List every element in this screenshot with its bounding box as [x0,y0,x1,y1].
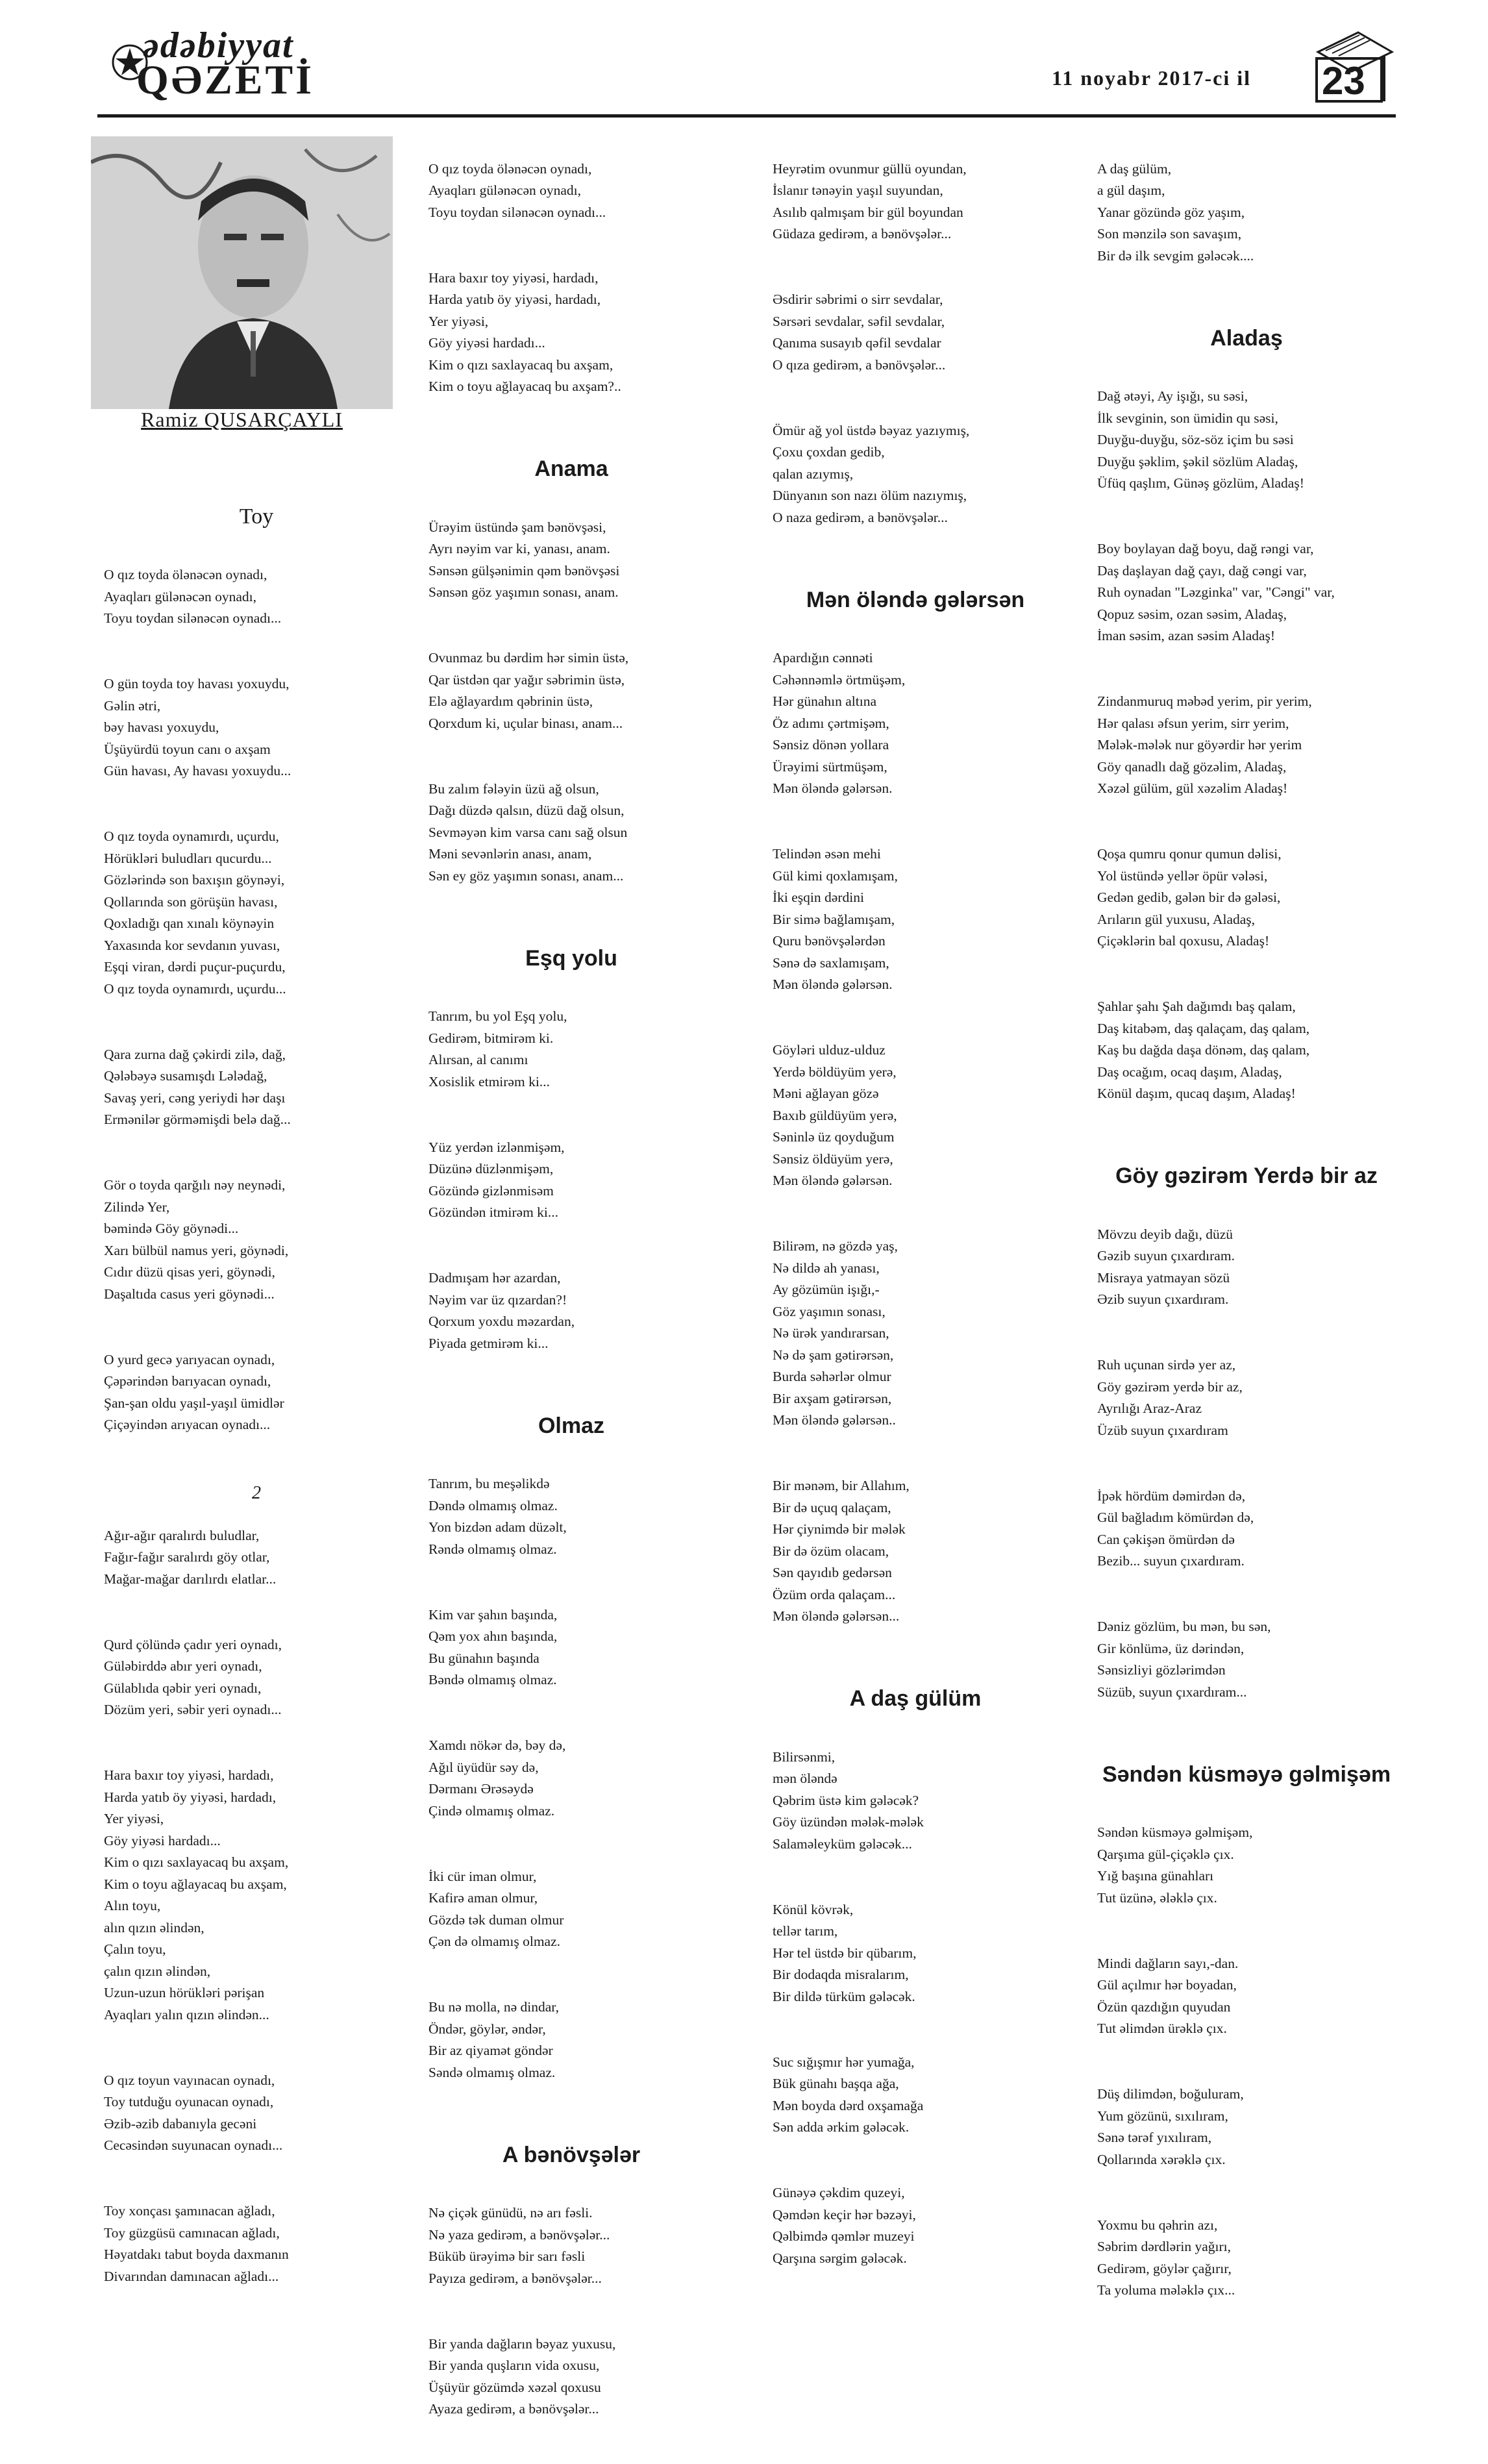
stanza: Zindanmuruq məbəd yerim, pir yerim, Hər qalası əfsun yerim, sirr yerim, Mələk-mələk nur göyərdir hər yerim Göy qanadlı dağ gözəlim, Aladaş, Xəzəl gülüm, gül xəzəlim Aladaş! [1097,693,1312,796]
stanza: O qız toyda oynamırdı, uçurdu, Hörükləri buludları qucurdu... Gözlərində son baxışın göynəyi, Qollarında son görüşün havası, Qoxladığı qan xınalı köynəyin Yaxasında kor sevdanın yuvası, Eşqi viran, dərdi puçur-puçurdu, O qız toyda oynamırdı, uçurdu... [104,828,286,997]
stanza: Ömür ağ yol üstdə bəyaz yazıymış, Çoxu çoxdan gedib, qalan azıymış, Dünyanın son nazı ölüm nazıymış, O naza gedirəm, a bənövşələr... [773,422,970,525]
stanza: Yoxmu bu qəhrin azı, Səbrim dərdlərin yağırı, Gedirəm, göylər çağırır, Ta yoluma mələklə çıx... [1097,2217,1235,2298]
column-4 [1097,136,1396,2345]
stanza: Günəyə çəkdim quzeyi, Qəmdən keçir hər bəzəyi, Qəlbimdə qəmlər muzeyi Qarşına sərgim gələcək. [773,2185,916,2266]
stanza: Kim var şahın başında, Qəm yox ahın başında, Bu günahın başında Bəndə olmamış olmaz. [428,1606,558,1687]
stanza: O yurd gecə yarıyacan oynadı, Çəpərindən barıyacan oynadı, Şan-şan oldu yaşıl-yaşıl ümidlər Çiçəyindən arıyacan oynadı... [104,1351,284,1432]
stanza: Bilirəm, nə gözdə yaş, Nə dildə ah yanası, Ay gözümün işığı,- Göz yaşımın sonası, Nə ürək yandırarsan, Nə də şam gətirərsən, Burda səhərlər olmur Bir axşam gətirərsən, Mən öləndə gələrsən.. [773,1238,898,1428]
column-1 [104,467,409,2332]
stanza: A daş gülüm, a gül daşım, Yanar gözündə göz yaşım, Son mənzilə son savaşım, Bir də ilk sevgim gələcək.... [1097,160,1254,264]
stanza: Dağ ətəyi, Ay işığı, su səsi, İlk sevginin, son ümidin qu səsi, Duyğu-duyğu, söz-söz içim bu səsi Duyğu şəklim, şəkil sözlüm Aladaş, Üfüq qaşlım, Günəş gözlüm, Aladaş! [1097,388,1304,491]
stanza: İki cür iman olmur, Kafirə aman olmur, Gözdə tək duman olmur Çən də olmamış olmaz. [428,1868,564,1949]
page-number-box [1313,26,1397,104]
stanza: Dəniz gözlüm, bu mən, bu sən, Gir könlümə, üz dərindən, Sənsizliyi gözlərimdən Süzüb, suyun çıxardıram... [1097,1619,1271,1700]
stanza: Bir yanda dağların bəyaz yuxusu, Bir yanda quşların vida oxusu, Üşüyür gözümdə xəzəl qoxusu Ayaza gedirəm, a bənövşələr... [428,2335,616,2417]
poem-title-goy-gezirem: Göy gəzirəm Yerdə bir az [1115,1164,1378,1188]
poem-title-olmaz: Olmaz [538,1413,605,1438]
stanza: Xamdı nökər də, bəy də, Ağıl üyüdür səy də, Dərmanı Ərəsəydə Çində olmamış olmaz. [428,1737,566,1819]
column-2 [428,136,714,2464]
masthead-rule [97,114,1396,118]
stanza: İpək hördüm dəmirdən də, Gül bağladım kömürdən də, Can çəkişən ömürdən də Bezib... suyun çıxardıram. [1097,1487,1254,1569]
stanza: Qurd çölündə çadır yeri oynadı, Güləbirddə abır yeri oynadı, Gülablıda qəbir yeri oynadı, Dözüm yeri, səbir yeri oynadı... [104,1636,282,1717]
stanza: Ağır-ağır qaralırdı buludlar, Fağır-fağır saralırdı göy otlar, Mağar-mağar darılırdı elatlar... [104,1527,277,1587]
stanza: Dadmışam hər azardan, Nəyim var üz qızardan?! Qorxum yoxdu məzardan, Piyada getmirəm ki... [428,1270,575,1351]
stanza: Şahlar şahı Şah dağımdı baş qalam, Daş kitabəm, daş qalaçam, daş qalam, Kaş bu dağda daşa dönəm, daş qalam, Daş ocağım, ocaq daşım, Aladaş, Könül daşım, qucaq daşım, Aladaş! [1097,999,1310,1101]
stanza: Qara zurna dağ çəkirdi zilə, dağ, Qələbəyə susamışdı Lələdağ, Savaş yeri, cəng yeriydi hər daşı Ermənilər görməmişdi belə dağ... [104,1046,291,1127]
logo-line1: ədəbiyyat [143,25,294,66]
stanza: Bu nə molla, nə dindar, Öndər, göylər, əndər, Bir az qiyamət göndər Səndə olmamış olmaz. [428,1999,559,2080]
stanza: Könül kövrək, tellər tarım, Hər tel üstdə bir qübarım, Bir dodaqda misralarım, Bir dildə türküm gələcək. [773,1901,917,2004]
stanza: O gün toyda toy havası yoxuydu, Gəlin ətri, bəy havası yoxuydu, Üşüyürdü toyun canı o axşam Gün havası, Ay havası yoxuydu... [104,676,291,778]
stanza: Mindi dağların sayı,-dan. Gül açılmır hər boyadan, Özün qazdığın quyudan Tut əlimdən ürəklə çıx. [1097,1955,1239,2036]
poem-title-a-benovseler: A bənövşələr [502,2142,641,2167]
stanza: Bilirsənmi, mən öləndə Qəbrim üstə kim gələcək? Göy üzündən mələk-mələk Salaməleyküm gələcək... [773,1748,924,1852]
stanza: Ovunmaz bu dərdim hər simin üstə, Qar üstdən qar yağır səbrimin üstə, Elə ağlayardım qəbrinin üstə, Qorxdum ki, uçular binası, anam... [428,650,629,731]
stanza: Tanrım, bu yol Eşq yolu, Gedirəm, bitmirəm ki. Alırsan, al canımı Xosislik etmirəm ki... [428,1008,567,1089]
author-name: Ramiz QUSARÇAYLI [141,408,343,431]
stanza: Göyləri ulduz-ulduz Yerdə böldüyüm yerə, Məni ağlayan gözə Baxıb güldüyüm yerə, Səninlə üz qoyduğum Sənsiz öldüyüm yerə, Mən öləndə gələrsən. [773,1042,897,1188]
stanza: O qız toyun vayınacan oynadı, Toy tutduğu oyunacan oynadı, Əzib-əzib dabanıyla gecəni Cecəsindən suyunacan oynadı... [104,2072,283,2153]
stanza: Boy boylayan dağ boyu, dağ rəngi var, Daş daşlayan dağ çayı, dağ cəngi var, Ruh oynadan "Ləzginka" var, "Cəngi" var, Qopuz səsim, ozan səsim, Aladaş, İman səsim, azan səsim Aladaş! [1097,541,1335,643]
stanza: Ürəyim üstündə şam bənövşəsi, Ayrı nəyim var ki, yanası, anam. Sənsən gülşənimin qəm bənövşəsi Sənsən göz yaşımın sonası, anam. [428,519,620,600]
stanza: Ruh uçunan sirdə yer az, Göy gəzirəm yerdə bir az, Ayrılığı Araz-Araz Üzüb suyun çıxardıram [1097,1357,1243,1438]
stanza: Səndən küsməyə gəlmişəm, Qarşıma gül-çiçəklə çıx. Yığ başına günahları Tut üzünə, ələklə çıx. [1097,1824,1253,1906]
poem-title-aladas: Aladaş [1210,325,1283,351]
stanza: Telindən əsən mehi Gül kimi qoxlamışam, İki eşqin dərdini Bir simə bağlamışam, Quru bənövşələrdən Sənə də saxlamışam, Mən öləndə gələrsən. [773,846,898,992]
part-number: 2 [252,1483,261,1503]
stanza: Apardığın cənnəti Cəhənnəmlə örtmüşəm, Hər günahın altına Öz adımı çərtmişəm, Sənsiz dönən yollara Ürəyimi sürtmüşəm, Mən öləndə gələrsən. [773,650,906,796]
poem-title-esq-yolu: Eşq yolu [525,945,617,971]
newspaper-logo [110,25,344,103]
poem-title-toy: Toy [239,504,274,529]
poem-title-anama: Anama [534,456,608,481]
stanza: Bu zalım fələyin üzü ağ olsun, Dağı düzdə qalsın, düzü dağ olsun, Sevməyən kim varsa canı sağ olsun Məni sevənlərin anası, anam, Sən ey göz yaşımın sonası, anam... [428,780,628,884]
stanza: O qız toyda ölənəcən oynadı, Ayaqları gülənəcən oynadı, Toyu toydan silənəcən oynadı... [428,160,606,220]
poem-title-senden: Səndən küsməyə gəlmişəm [1102,1761,1391,1787]
stanza: Suc sığışmır hər yumağa, Bük günahı başqa ağa, Mən boyda dərd oxşamağa Sən adda ərkim gələcək. [773,2054,924,2135]
stanza: Əsdirir səbrimi o sirr sevdalar, Sərsəri sevdalar, səfil sevdalar, Qanıma susayıb qəfil sevdalar O qıza gedirəm, a bənövşələr... [773,292,946,373]
issue-date: 11 noyabr 2017-ci il [1052,66,1251,90]
logo-line2: QƏZETİ [136,56,315,103]
poem-title-a-das-gulum: A daş gülüm [849,1686,982,1711]
poem-title-men-olende: Mən öləndə gələrsən [806,587,1025,612]
masthead [0,0,1488,123]
stanza: Düş dilimdən, boğuluram, Yum gözünü, sıxılıram, Sənə tərəf yıxılıram, Qollarında xərəklə çıx. [1097,2086,1244,2167]
stanza: Qoşa qumru qonur qumun dəlisi, Yol üstündə yellər öpür vələsi, Gedən gedib, gələn bir də gələsi, Arıların gül yuxusu, Aladaş, Çiçəklərin bal qoxusu, Aladaş! [1097,846,1282,949]
stanza: Hara baxır toy yiyəsi, hardadı, Harda yatıb öy yiyəsi, hardadı, Yer yiyəsi, Göy yiyəsi hardadı... Kim o qızı saxlayacaq bu axşam, Kim o toyu ağlayacaq bu axşam, Alın toyu, alın qızın əlindən, Çalın toyu, çalın qızın əlindən, Uzun-uzun hörükləri pərişan Ayaqları yalın qızın əlindən... [104,1767,289,2022]
page-number: 23 [1322,59,1365,103]
stanza: Toy xonçası şamınacan ağladı, Toy güzgüsü camınacan ağladı, Həyatdakı tabut boyda daxmanın Divarından damınacan ağladı... [104,2203,289,2284]
stanza: Tanrım, bu meşəlikdə Dəndə olmamış olmaz. Yon bizdən adam düzəlt, Rəndə olmamış olmaz. [428,1476,567,1557]
stanza: Yüz yerdən izlənmişəm, Düzünə düzlənmişəm, Gözündə gizlənmisəm Gözündən itmirəm ki... [428,1139,565,1220]
stanza: Nə çiçək günüdü, nə arı fəsli. Nə yaza gedirəm, a bənövşələr... Büküb ürəyimə bir sarı fəsli Payıza gedirəm, a bənövşələr... [428,2205,610,2286]
column-3 [773,136,1058,2313]
stanza: Hara baxır toy yiyəsi, hardadı, Harda yatıb öy yiyəsi, hardadı, Yer yiyəsi, Göy yiyəsi hardadı... Kim o qızı saxlayacaq bu axşam, Kim o toyu ağlayacaq bu axşam?.. [428,269,621,394]
author-photo [91,136,393,409]
stanza: Bir mənəm, bir Allahım, Bir də uçuq qalaçam, Hər çiynimdə bir mələk Bir də özüm olacam, Sən qayıdıb gedərsən Özüm orda qalaçam... Mən öləndə gələrsən... [773,1478,910,1624]
stanza: Mövzu deyib dağı, düzü Gəzib suyun çıxardıram. Misraya yatmayan sözü Əzib suyun çıxardıram. [1097,1226,1235,1307]
stanza: O qız toyda ölənəcən oynadı, Ayaqları gülənəcən oynadı, Toyu toydan silənəcən oynadı... [104,567,282,626]
stanza: Heyrətim ovunmur güllü oyundan, İslanır tənəyin yaşıl suyundan, Asılıb qalmışam bir gül boyundan Güdaza gedirəm, a bənövşələr... [773,160,967,242]
stanza: Gör o toyda qarğılı nəy neynədi, Zilində Yer, bəmində Göy göynədi... Xarı bülbül namus yeri, göynədi, Cıdır düzü qisas yeri, göynədi, Daşaltıda casus yeri göynədi... [104,1177,289,1302]
